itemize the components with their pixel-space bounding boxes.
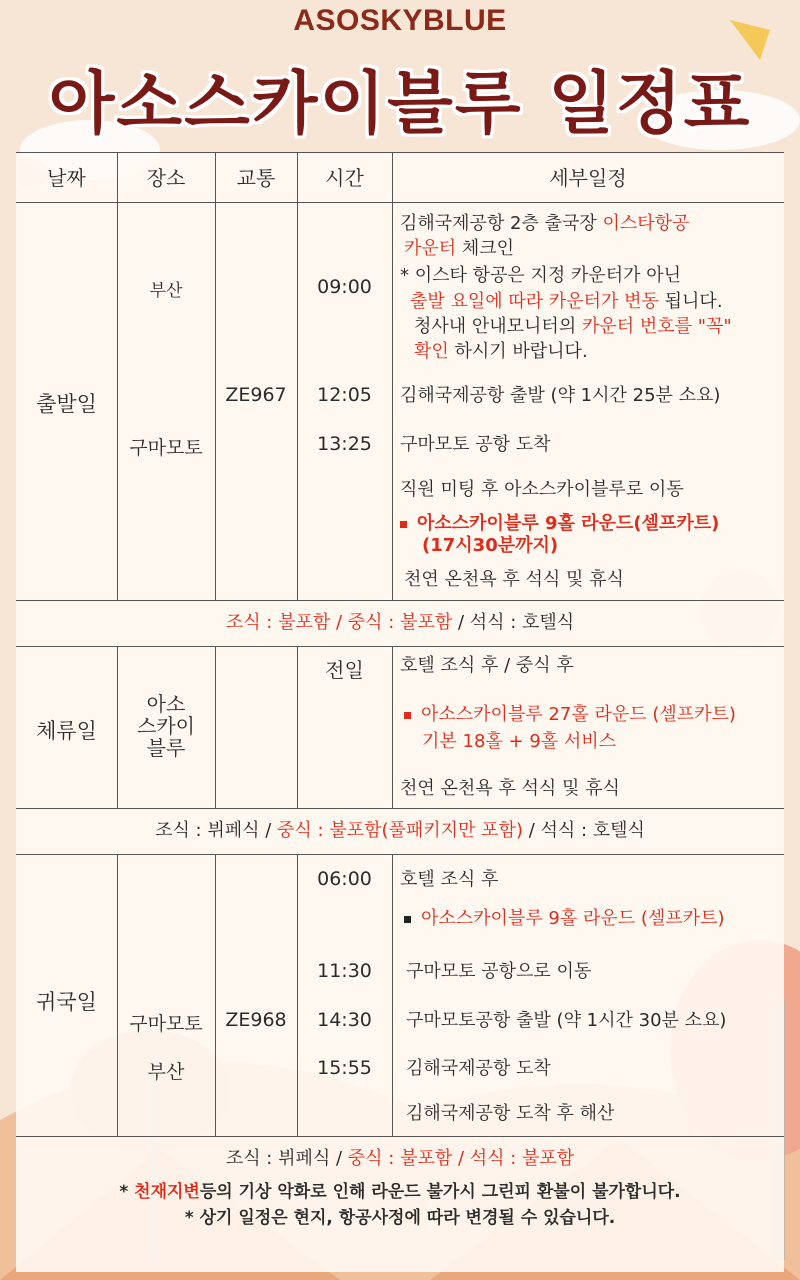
day3-time: 11:30	[317, 960, 372, 982]
day1-detail-note: 확인 하시기 바랍니다.	[414, 341, 588, 362]
header-time: 시간	[325, 166, 364, 190]
day1-detail-note: 출발 요일에 따라 카운터가 변동 됩니다.	[410, 291, 723, 312]
brand-logo-text: ASOSKYBLUE	[293, 4, 507, 37]
col-divider	[215, 646, 216, 808]
day1-detail-note: 청사내 안내모니터의 카운터 번호를 "꼭"	[414, 316, 732, 337]
day2-detail: 호텔 조식 후 / 중식 후	[400, 655, 574, 676]
row-divider	[16, 854, 784, 855]
day1-detail: 직원 미팅 후 아소스카이블루로 이동	[400, 479, 684, 500]
day2-round: 아소스카이블루 27홀 라운드 (셀프카트)	[404, 703, 736, 727]
day1-flight: ZE967	[225, 384, 287, 406]
day3-detail: 김해국제공항 도착 후 해산	[406, 1103, 615, 1124]
day3-time: 14:30	[317, 1009, 372, 1031]
header-detail: 세부일정	[549, 166, 627, 190]
day3-time: 15:55	[317, 1057, 372, 1079]
col-divider	[297, 152, 298, 600]
day1-detail-note: * 이스타 항공은 지정 카운터가 아닌	[400, 265, 682, 286]
day1-place-departure: 부산	[149, 281, 183, 301]
day3-detail: 구마모토 공항으로 이동	[406, 961, 592, 982]
col-divider	[392, 854, 393, 1136]
header-transport: 교통	[236, 166, 276, 190]
col-divider	[117, 854, 118, 1136]
day3-detail: 김해국제공항 도착	[406, 1058, 551, 1079]
notice-refund: * 천재지변등의 기상 악화로 인해 라운드 불가시 그린피 환불이 불가합니다.	[119, 1182, 681, 1202]
day2-detail: 천연 온천욕 후 석식 및 휴식	[400, 778, 620, 799]
header-place: 장소	[146, 166, 186, 190]
bullet-icon	[404, 916, 411, 923]
row-divider	[16, 646, 784, 647]
row-divider	[16, 808, 784, 809]
col-divider	[215, 854, 216, 1136]
day2-place: 스카이	[137, 714, 195, 738]
day1-detail: 구마모토 공항 도착	[400, 434, 551, 455]
day3-round: 아소스카이블루 9홀 라운드 (셀프카트)	[404, 907, 724, 931]
day3-flight: ZE968	[225, 1009, 287, 1031]
day1-detail: 김해국제공항 출발 (약 1시간 25분 소요)	[400, 385, 721, 406]
bullet-icon	[400, 521, 407, 528]
notice-schedule-change: * 상기 일정은 현지, 항공사정에 따라 변경될 수 있습니다.	[184, 1208, 616, 1228]
col-divider	[117, 152, 118, 600]
day2-place: 블루	[146, 736, 186, 760]
day1-detail: 김해국제공항 2층 출국장 이스타항공	[400, 213, 690, 234]
day2-time: 전일	[325, 658, 364, 682]
row-divider	[16, 1136, 784, 1137]
day2-place: 아소	[146, 692, 186, 716]
col-divider	[392, 152, 393, 600]
col-divider	[392, 646, 393, 808]
col-divider	[297, 854, 298, 1136]
day3-detail: 구마모토공항 출발 (약 1시간 30분 소요)	[406, 1010, 727, 1031]
day1-place-arrival: 구마모토	[129, 437, 203, 459]
day1-round: 아소스카이블루 9홀 라운드(셀프카트)	[400, 512, 719, 536]
day1-time: 12:05	[317, 384, 372, 406]
header-date: 날짜	[47, 166, 86, 190]
col-divider	[215, 152, 216, 600]
page-title: 아소스카이블루 일정표	[48, 65, 752, 144]
row-divider	[16, 600, 784, 601]
header-divider	[16, 202, 784, 203]
day1-round-note: (17시30분까지)	[422, 535, 559, 556]
day3-time: 06:00	[317, 868, 372, 890]
table-border-top	[16, 152, 784, 153]
day3-date: 귀국일	[36, 990, 97, 1014]
day1-time: 13:25	[317, 433, 372, 455]
day1-detail: 카운터 체크인	[404, 238, 515, 259]
day2-meals: 조식 : 뷔페식 / 중식 : 불포함(풀패키지만 포함) / 석식 : 호텔식	[155, 820, 645, 841]
bullet-icon	[404, 712, 411, 719]
day1-time: 09:00	[317, 276, 372, 298]
day1-meals: 조식 : 불포함 / 중식 : 불포함 / 석식 : 호텔식	[225, 612, 575, 633]
day1-detail: 천연 온천욕 후 석식 및 휴식	[404, 569, 624, 590]
day3-place-arrival: 부산	[147, 1061, 185, 1083]
day2-date: 체류일	[36, 719, 97, 743]
day2-round-note: 기본 18홀 + 9홀 서비스	[422, 731, 617, 752]
day3-place-departure: 구마모토	[129, 1013, 203, 1035]
day3-meals: 조식 : 뷔페식 / 중식 : 불포함 / 석식 : 불포함	[225, 1148, 575, 1169]
day3-detail: 호텔 조식 후	[400, 869, 499, 890]
day1-date: 출발일	[36, 392, 97, 416]
